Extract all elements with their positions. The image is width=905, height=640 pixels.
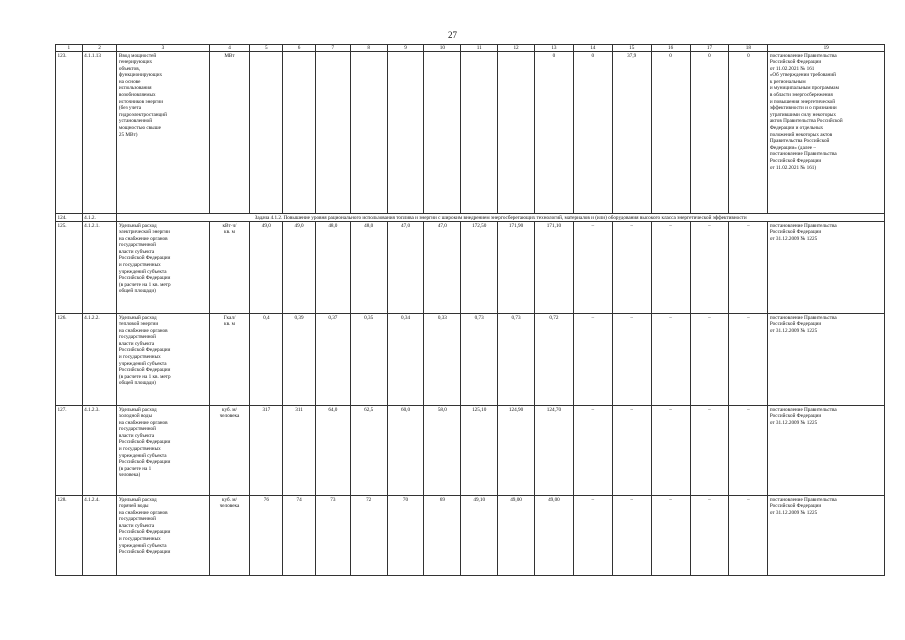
value-cell: – (612, 496, 651, 576)
value-cell: – (573, 314, 612, 406)
legal-basis: постановление Правительства Российской Федерации от 31.12.2009 № 1225 (768, 222, 885, 314)
value-cell: 48,0 (315, 222, 350, 314)
value-cell: 124,90 (498, 406, 535, 496)
value-cell: 37,9 (612, 52, 651, 214)
task-row (56, 214, 885, 222)
table-row (56, 222, 885, 314)
value-cell: 47,0 (424, 222, 461, 314)
column-header: 11 (461, 45, 498, 52)
value-cell: – (612, 406, 651, 496)
unit: кВт·ч/ кв. м (209, 222, 250, 314)
legal-basis: постановление Правительства Российской Федерации от 31.12.2009 № 1225 (768, 406, 885, 496)
value-cell: 58,0 (424, 406, 461, 496)
value-cell: 60,0 (387, 406, 424, 496)
value-cell: 70 (387, 496, 424, 576)
column-header: 7 (315, 45, 350, 52)
value-cell: 62,5 (350, 406, 387, 496)
value-cell: 0 (534, 52, 573, 214)
column-number-row (56, 45, 885, 52)
page-number: 27 (448, 30, 457, 40)
value-cell: 0,72 (534, 314, 573, 406)
legal-basis: постановление Правительства Российской Федерации от 31.12.2009 № 1225 (768, 496, 885, 576)
value-cell: 171,90 (498, 222, 535, 314)
value-cell: 311 (283, 406, 316, 496)
value-cell: 48,0 (350, 222, 387, 314)
row-code: 4.1.2.2. (82, 314, 117, 406)
value-cell: – (729, 222, 768, 314)
table-row (56, 496, 885, 576)
unit: МВт (209, 52, 250, 214)
indicator-name: Удельный расход горячей воды на снабжение органов государственной власти субъекта Российской Федерации и государственных учреждений субъекта Российской Федерации (117, 496, 209, 576)
column-header: 3 (117, 45, 209, 52)
row-code: 4.1.2.3. (82, 406, 117, 496)
column-header: 19 (768, 45, 885, 52)
value-cell (350, 52, 387, 214)
value-cell: 0 (690, 52, 729, 214)
value-cell: – (573, 496, 612, 576)
row-code: 4.1.2. (82, 214, 117, 222)
column-header: 8 (350, 45, 387, 52)
task-title: Задача 4.1.2. Повышение уровня рационального использования топлива и энергии с широким внедрением энергосберегающих технологий, материалов и (или) оборудования высокого класса энергетической эффективности (117, 214, 885, 222)
value-cell: 0,73 (461, 314, 498, 406)
row-number: 123. (56, 52, 83, 214)
value-cell: 73 (315, 496, 350, 576)
column-header: 18 (729, 45, 768, 52)
row-number: 125. (56, 222, 83, 314)
value-cell: 47,0 (387, 222, 424, 314)
legal-basis: постановление Правительства Российской Федерации от 31.12.2009 № 1225 (768, 314, 885, 406)
row-code: 4.1.2.4. (82, 496, 117, 576)
value-cell: 0 (651, 52, 690, 214)
value-cell: – (690, 314, 729, 406)
value-cell: – (690, 496, 729, 576)
value-cell: 124,70 (534, 406, 573, 496)
value-cell: 0,73 (498, 314, 535, 406)
value-cell: – (690, 406, 729, 496)
indicator-table (55, 44, 885, 576)
value-cell: 0,4 (250, 314, 283, 406)
table-row (56, 406, 885, 496)
value-cell: 172,50 (461, 222, 498, 314)
value-cell: 49,00 (498, 496, 535, 576)
value-cell: 0,37 (315, 314, 350, 406)
row-number: 127. (56, 406, 83, 496)
value-cell: 0,33 (424, 314, 461, 406)
value-cell: – (573, 222, 612, 314)
indicator-name: Удельный расход электрической энергии на снабжение органов государственной власти субъекта Российской Федерации и государственных учреждений субъекта Российской Федерации (в расчете на 1 кв. метр общей площади) (117, 222, 209, 314)
column-header: 17 (690, 45, 729, 52)
legal-basis: постановление Правительства Российской Федерации от 11.02.2021 № 161 «Об утверждении требований к региональным и муниципальным программам в области энергосбережения и повышения энергетической эффективности и о признании утратившими силу некоторых актов Правительства Российской Федерации и отдельных положений некоторых актов Правительства Российской Федерации» (далее – постановление Правительства Российской Федерации от 11.02.2021 № 161) (768, 52, 885, 214)
table-row (56, 314, 885, 406)
row-number: 126. (56, 314, 83, 406)
row-number: 128. (56, 496, 83, 576)
indicator-name: Ввод мощностей генерирующих объектов, функционирующих на основе использования возобновляемых источников энергии (без учета гидроэлектростанций установленной мощностью свыше 25 МВт) (117, 52, 209, 214)
column-header: 10 (424, 45, 461, 52)
value-cell: – (612, 314, 651, 406)
value-cell (498, 52, 535, 214)
value-cell: 69 (424, 496, 461, 576)
column-header: 2 (82, 45, 117, 52)
column-header: 6 (283, 45, 316, 52)
value-cell: – (573, 406, 612, 496)
column-header: 13 (534, 45, 573, 52)
value-cell: 74 (283, 496, 316, 576)
value-cell: – (729, 406, 768, 496)
value-cell (283, 52, 316, 214)
value-cell: – (651, 406, 690, 496)
column-header: 12 (498, 45, 535, 52)
column-header: 9 (387, 45, 424, 52)
column-header: 16 (651, 45, 690, 52)
column-header: 1 (56, 45, 83, 52)
value-cell (461, 52, 498, 214)
value-cell: 49,10 (461, 496, 498, 576)
row-code: 4.1.2.1. (82, 222, 117, 314)
table-row (56, 52, 885, 214)
row-number: 124. (56, 214, 83, 222)
value-cell: 49,0 (283, 222, 316, 314)
indicator-name: Удельный расход холодной воды на снабжение органов государственной власти субъекта Российской Федерации и государственных учреждений субъекта Российской Федерации (в расчете на 1 человека) (117, 406, 209, 496)
value-cell: 76 (250, 496, 283, 576)
value-cell (424, 52, 461, 214)
unit: куб. м/ человека (209, 406, 250, 496)
value-cell: 0,39 (283, 314, 316, 406)
value-cell: – (651, 314, 690, 406)
column-header: 5 (250, 45, 283, 52)
unit: куб. м/ человека (209, 496, 250, 576)
value-cell: – (651, 222, 690, 314)
column-header: 4 (209, 45, 250, 52)
unit: Гкал/ кв. м (209, 314, 250, 406)
column-header: 15 (612, 45, 651, 52)
value-cell: 0,35 (350, 314, 387, 406)
value-cell: – (729, 496, 768, 576)
value-cell: 0,34 (387, 314, 424, 406)
value-cell: 125,10 (461, 406, 498, 496)
value-cell: – (612, 222, 651, 314)
value-cell: – (690, 222, 729, 314)
value-cell: 171,10 (534, 222, 573, 314)
value-cell: 0 (573, 52, 612, 214)
value-cell: 64,0 (315, 406, 350, 496)
indicator-name: Удельный расход тепловой энергии на снабжение органов государственной власти субъекта Российской Федерации и государственных учреждений субъекта Российской Федерации (в расчете на 1 кв. метр общей площади) (117, 314, 209, 406)
value-cell (387, 52, 424, 214)
value-cell: 49,0 (250, 222, 283, 314)
value-cell: 0 (729, 52, 768, 214)
column-header: 14 (573, 45, 612, 52)
value-cell (250, 52, 283, 214)
value-cell: 49,00 (534, 496, 573, 576)
value-cell (315, 52, 350, 214)
value-cell: – (729, 314, 768, 406)
value-cell: 317 (250, 406, 283, 496)
row-code: 4.1.1.13 (82, 52, 117, 214)
value-cell: 72 (350, 496, 387, 576)
value-cell: – (651, 496, 690, 576)
